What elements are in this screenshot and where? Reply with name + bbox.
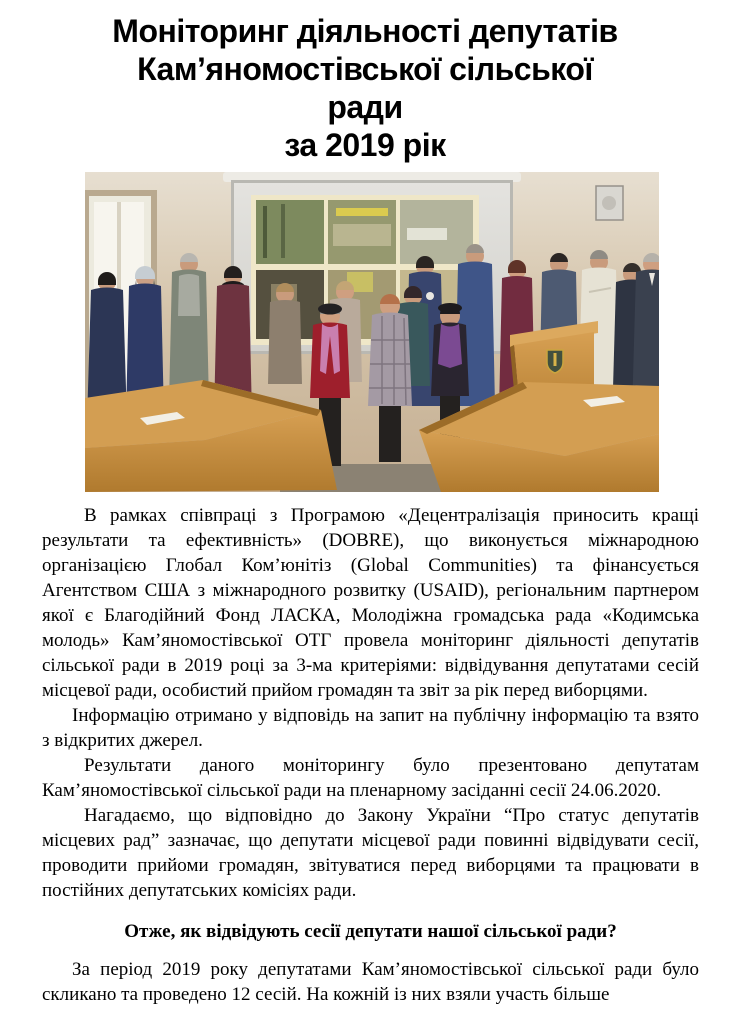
title-line-4: за 2019 рік xyxy=(284,127,446,163)
paragraph-3: Результати даного моніторингу було презентовано депутатам Кам’яномостівської сільської ради на пленарному засіданні сесії 24.06.2020. xyxy=(42,755,699,801)
title-line-3: ради xyxy=(327,89,403,125)
paragraph-5: За період 2019 року депутатами Кам’яномостівської сільської ради було скликано та проведено 12 сесій. На кожній із них взяли участь більше xyxy=(42,959,699,1005)
page-title xyxy=(0,0,730,164)
paragraph-2: Інформацію отримано у відповідь на запит на публічну інформацію та взято з відкритих джерел. xyxy=(42,705,699,751)
article-body xyxy=(42,503,699,1007)
section-heading: Отже, як відвідують сесії депутати нашої сільської ради? xyxy=(124,921,617,942)
paragraph-1: В рамках співпраці з Програмою «Децентралізація приносить кращі результати та ефективність» (DOBRE), що виконується міжнародною організацією Глобал Ком’юнітіз (Global Communities) та фінансується Агентством США з міжнародного розвитку (USAID), регіональним партнером якої є Благодійний Фонд ЛАСКА, Молодіжна громадська рада «Кодимська молодь» Кам’яномостівської ОТГ провела моніторинг діяльності депутатів сільської ради в 2019 році за 3-ма критеріями: відвідування депутатами сесій місцевої ради, особистий прийом громадян та звіт за рік перед виборцями. xyxy=(42,505,699,701)
podium-emblem xyxy=(547,350,563,373)
title-line-1: Моніторинг діяльності депутатів xyxy=(112,13,618,49)
paragraph-4: Нагадаємо, що відповідно до Закону України “Про статус депутатів місцевих рад” зазначає, що депутати місцевої ради повинні відвідувати сесії, проводити прийоми громадян, звітуватися перед виборцями та працювати в постійних депутатських комісіях ради. xyxy=(42,805,699,901)
group-photo-illustration xyxy=(85,172,659,492)
title-line-2: Кам’яномостівської сільської xyxy=(137,51,593,87)
wall-speaker xyxy=(596,186,623,220)
group-photo xyxy=(85,172,659,492)
